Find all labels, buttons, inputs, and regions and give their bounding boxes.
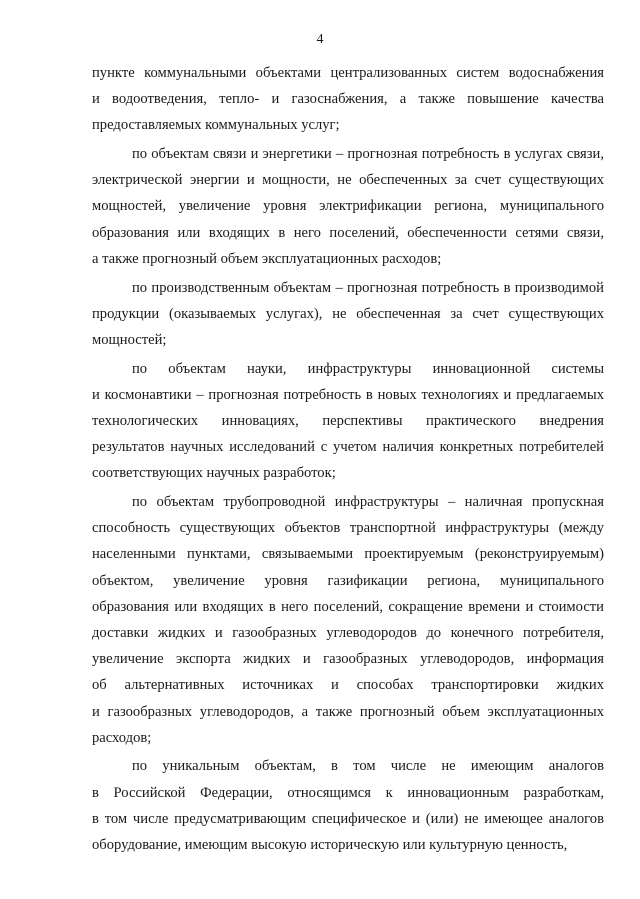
text-line: способность существующих объектов транспортной инфраструктуры (между: [92, 520, 604, 537]
text-line: предоставляемых коммунальных услуг;: [92, 117, 340, 134]
text-line: расходов;: [92, 729, 152, 746]
text-line: технологических инновациях, перспективы практического внедрения: [92, 412, 604, 429]
text-line: по объектам связи и энергетики – прогнозная потребность в услугах связи,: [132, 146, 604, 163]
text-line: доставки жидких и газообразных углеводородов до конечного потребителя,: [92, 624, 604, 641]
text-line: продукции (оказываемых услугах), не обеспеченная за счет существующих: [92, 305, 604, 322]
text-line: по объектам трубопроводной инфраструктуры – наличная пропускная: [132, 494, 604, 510]
text-line: и газообразных углеводородов, а также прогнозный объем эксплуатационных: [92, 703, 604, 720]
paragraph-production: [92, 275, 604, 354]
text-line: и космонавтики – прогнозная потребность в новых технологиях и предлагаемых: [92, 386, 604, 403]
text-line: по объектам науки, инфраструктуры инновационной системы: [132, 360, 604, 377]
paragraph-science-innovation: [92, 356, 604, 487]
text-line: по производственным объектам – прогнозная потребность в производимой: [132, 279, 604, 296]
text-line: в том числе предусматривающим специфическое и (или) не имеющее аналогов: [92, 810, 604, 827]
text-line: мощностей;: [92, 331, 167, 348]
text-line: соответствующих научных разработок;: [92, 465, 336, 482]
text-line: а также прогнозный объем эксплуатационных расходов;: [92, 250, 442, 267]
page-number: 4: [316, 32, 324, 47]
text-line: мощностей, увеличение уровня электрификации региона, муниципального: [92, 198, 604, 215]
text-line: результатов научных исследований с учетом наличия конкретных потребителей: [92, 439, 604, 456]
paragraph-pipeline: [92, 489, 604, 751]
text-line: об альтернативных источниках и способах транспортировки жидких: [92, 677, 604, 694]
text-line: в Российской Федерации, относящимся к инновационным разработкам,: [92, 784, 604, 801]
text-line: увеличение экспорта жидких и газообразных углеводородов, информация: [92, 651, 604, 668]
text-line: по уникальным объектам, в том числе не имеющим аналогов: [132, 758, 604, 775]
text-line: оборудование, имеющим высокую историческую или культурную ценность,: [92, 836, 568, 853]
paragraph-communications-energy: [92, 141, 604, 272]
document-body: [92, 60, 604, 858]
text-line: населенными пунктами, связываемыми проектируемым (реконструируемым): [92, 546, 604, 563]
text-line: образования или входящих в него поселений, сокращение времени и стоимости: [92, 598, 604, 615]
paragraph-unique-objects: [92, 753, 604, 858]
text-line: образования или входящих в него поселений, обеспеченности сетями связи,: [92, 224, 604, 241]
text-line: объектом, увеличение уровня газификации региона, муниципального: [92, 572, 604, 589]
text-line: электрической энергии и мощности, не обеспеченных за счет существующих: [92, 172, 604, 189]
paragraph-communal-continuation: [92, 60, 604, 139]
text-line: пункте коммунальными объектами централизованных систем водоснабжения: [92, 65, 604, 81]
text-line: и водоотведения, тепло- и газоснабжения, а также повышение качества: [92, 91, 604, 108]
